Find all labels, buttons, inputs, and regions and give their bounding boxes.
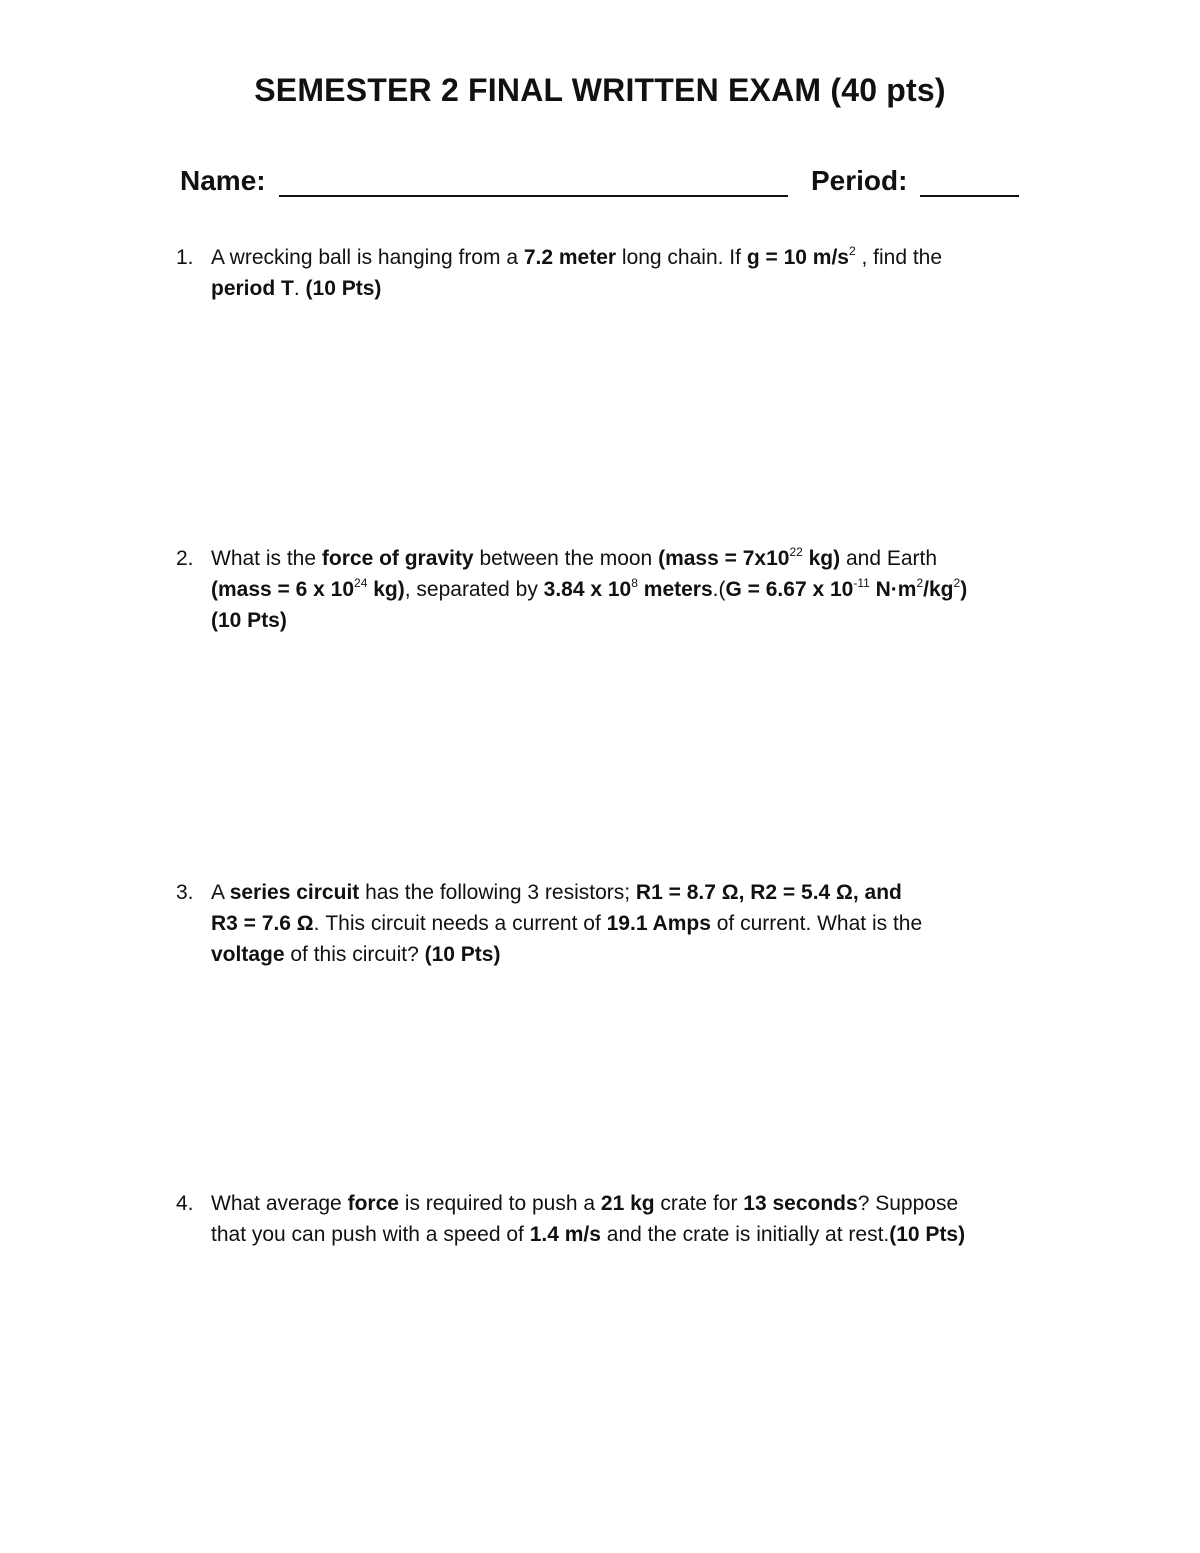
bold-text: 7.2 meter [523, 246, 617, 269]
question-3 [176, 877, 1076, 970]
bold-text: force [347, 1192, 399, 1215]
bold-text: (mass = 7x10 [658, 547, 790, 570]
question-number: 1. [176, 246, 194, 269]
superscript: 2 [916, 576, 924, 590]
question-text [211, 1188, 1076, 1250]
text-run: , find the [855, 246, 943, 269]
superscript: 22 [789, 545, 803, 559]
bold-text: meters [637, 578, 713, 601]
bold-text: R1 = 8.7 Ω, R2 = 5.4 Ω, and [635, 881, 902, 904]
superscript: 24 [354, 576, 368, 590]
name-blank-line[interactable] [279, 195, 788, 197]
text-run: What average [211, 1192, 348, 1215]
bold-text: voltage [211, 943, 285, 966]
period-label: Period: [811, 165, 908, 196]
question-text [211, 877, 1076, 970]
question-4 [176, 1188, 1076, 1250]
text-run: is required to push a [398, 1192, 601, 1215]
bold-text: 13 seconds [743, 1192, 858, 1215]
question-1 [176, 242, 1076, 304]
question-number: 2. [176, 547, 194, 570]
superscript: -11 [853, 576, 870, 590]
exam-title: SEMESTER 2 FINAL WRITTEN EXAM (40 pts) [254, 72, 946, 108]
text-run: of this circuit? [284, 943, 425, 966]
text-run: . This circuit needs a current of [313, 912, 607, 935]
text-run: A wrecking ball is hanging from a [211, 246, 524, 269]
bold-text: period T [211, 277, 294, 300]
bold-text: kg) [802, 547, 841, 570]
text-run: What is the [211, 547, 322, 570]
bold-text: G = 6.67 x 10 [725, 578, 854, 601]
bold-text: kg) [367, 578, 405, 601]
bold-text: 1.4 m/s [529, 1223, 601, 1246]
question-text [211, 242, 1076, 304]
text-run: crate for [654, 1192, 744, 1215]
question-text [211, 543, 1076, 636]
bold-text: (mass = 6 x 10 [211, 578, 355, 601]
question-2 [176, 543, 1076, 636]
superscript: 2 [953, 576, 961, 590]
bold-text: 3.84 x 10 [543, 578, 632, 601]
text-run: between the moon [473, 547, 659, 570]
text-run: . [293, 277, 306, 300]
period-blank-line[interactable] [920, 195, 1019, 197]
bold-text: g = 10 m/s [746, 246, 849, 269]
bold-text: force of gravity [321, 547, 474, 570]
bold-text: (10 Pts) [424, 943, 501, 966]
text-run: of current. What is the [710, 912, 923, 935]
question-number: 3. [176, 881, 194, 904]
bold-text: (10 Pts) [305, 277, 382, 300]
bold-text: /kg [923, 578, 954, 601]
text-run: long chain. If [616, 246, 747, 269]
superscript: 2 [848, 244, 856, 258]
bold-text: (10 Pts) [211, 609, 287, 632]
name-label: Name: [180, 165, 266, 196]
superscript: 8 [631, 576, 638, 590]
question-number: 4. [176, 1192, 194, 1215]
text-run: , separated by [404, 578, 544, 601]
bold-text: 21 kg [600, 1192, 655, 1215]
bold-text: (10 Pts) [889, 1223, 966, 1246]
text-run: .( [712, 578, 726, 601]
bold-text: ) [960, 578, 968, 601]
text-run: and Earth [840, 547, 938, 570]
bold-text: N·m [869, 578, 917, 601]
bold-text: R3 = 7.6 Ω [211, 912, 314, 935]
bold-text: 19.1 Amps [606, 912, 711, 935]
text-run: A [211, 881, 230, 904]
text-run: ? Suppose [857, 1192, 959, 1215]
text-run: has the following 3 resistors; [359, 881, 636, 904]
bold-text: series circuit [229, 881, 360, 904]
text-run: that you can push with a speed of [211, 1223, 530, 1246]
text-run: and the crate is initially at rest. [600, 1223, 890, 1246]
student-info-line [180, 164, 1040, 204]
